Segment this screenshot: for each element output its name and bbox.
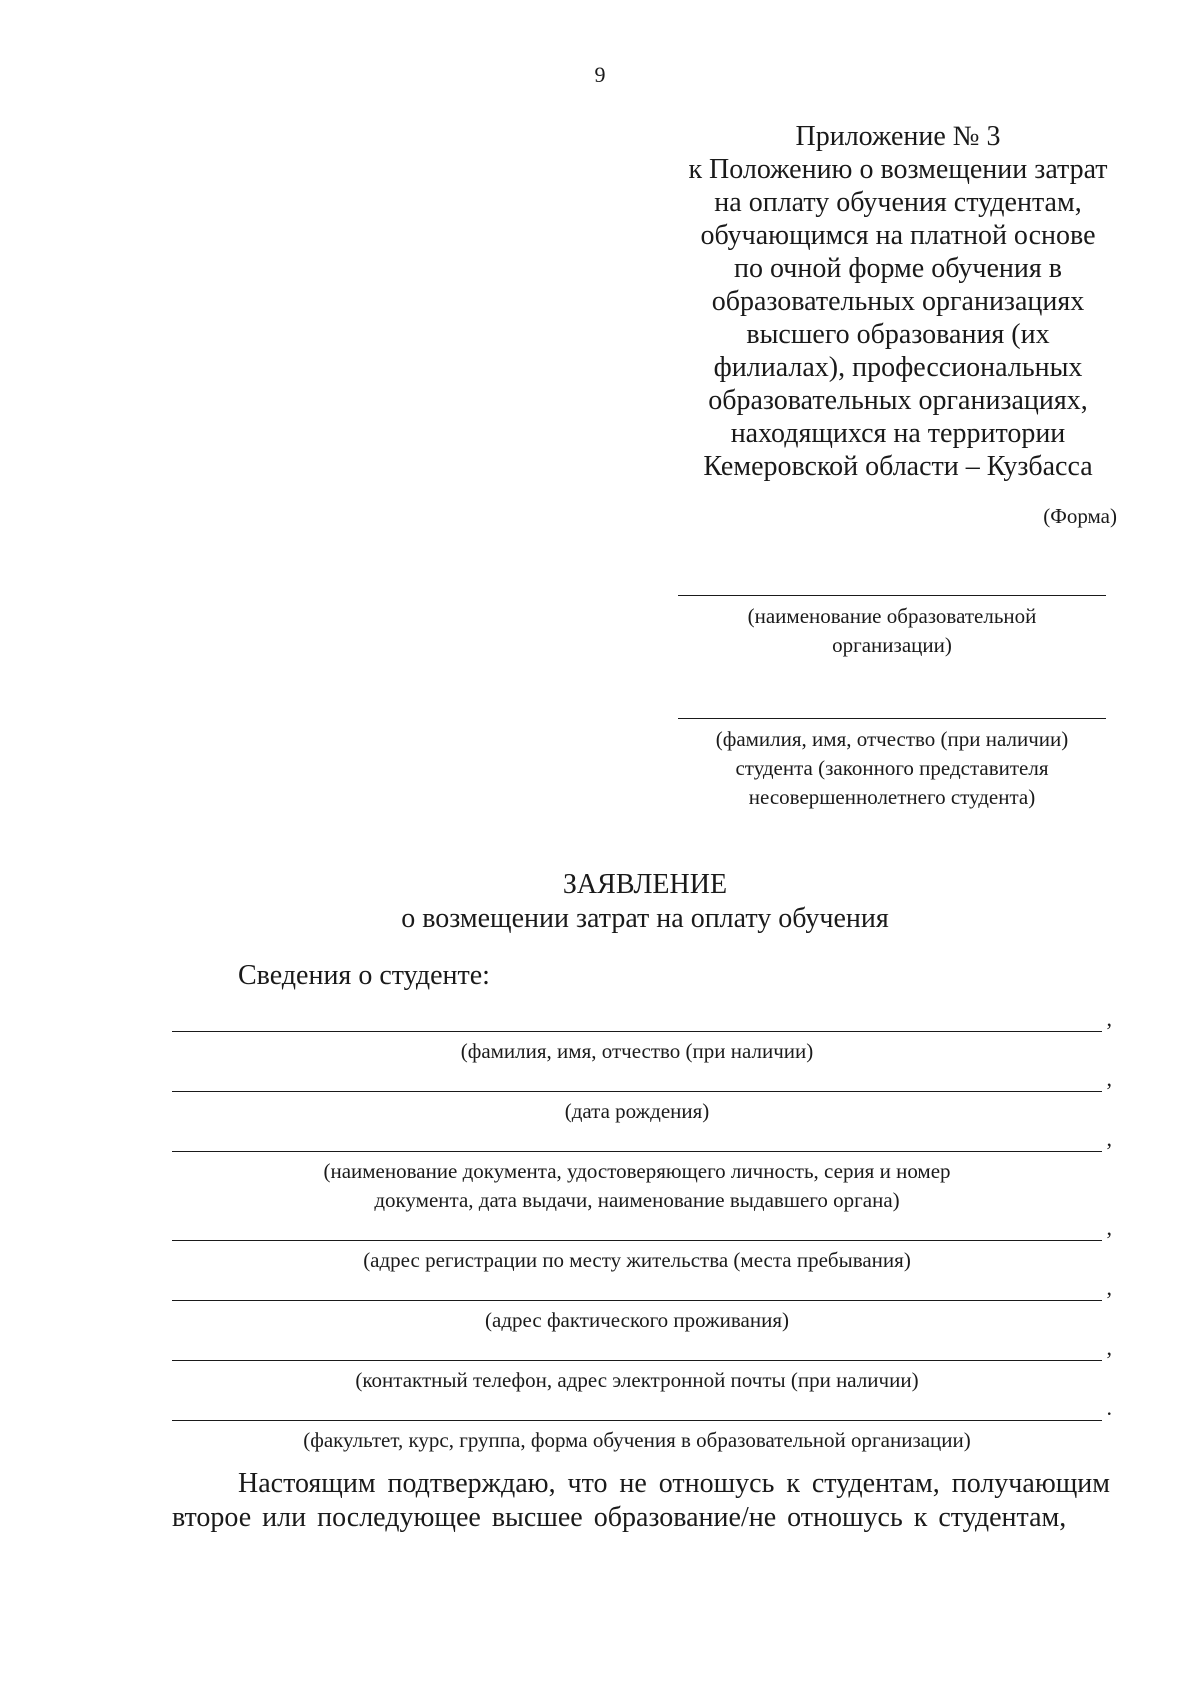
birth-date-blank-line[interactable]	[172, 1066, 1112, 1092]
student-caption-line: несовершеннолетнего студента)	[748, 785, 1036, 809]
appendix-line: образовательных организациях	[711, 286, 1085, 317]
form-mark: (Форма)	[1043, 504, 1117, 528]
registration-address-caption: (адрес регистрации по месту жительства (места пребывания)	[363, 1248, 911, 1272]
contact-field[interactable]	[172, 1335, 1112, 1395]
page-number: 9	[594, 62, 606, 87]
registration-address-blank-line[interactable]	[172, 1215, 1112, 1241]
actual-address-field[interactable]	[172, 1275, 1112, 1335]
faculty-blank-line[interactable]	[172, 1395, 1112, 1421]
identity-document-blank-line[interactable]	[172, 1126, 1112, 1152]
appendix-line: образовательных организациях,	[708, 385, 1088, 416]
field-punctuation: ,	[1106, 1275, 1112, 1300]
contact-blank-line[interactable]	[172, 1335, 1112, 1361]
faculty-field[interactable]	[172, 1395, 1112, 1455]
birth-date-field[interactable]	[172, 1066, 1112, 1126]
full-name-field[interactable]	[172, 1006, 1112, 1066]
appendix-line: филиалах), профессиональных	[713, 352, 1083, 383]
actual-address-caption: (адрес фактического проживания)	[485, 1308, 789, 1332]
field-punctuation: .	[1106, 1395, 1112, 1420]
appendix-line: высшего образования (их	[746, 319, 1050, 350]
full-name-blank-line[interactable]	[172, 1006, 1112, 1032]
faculty-caption: (факультет, курс, группа, форма обучения в образовательной организации)	[303, 1428, 971, 1452]
contact-caption: (контактный телефон, адрес электронной почты (при наличии)	[355, 1368, 919, 1392]
appendix-line: по очной форме обучения в	[734, 253, 1062, 284]
field-punctuation: ,	[1106, 1066, 1112, 1091]
field-punctuation: ,	[1106, 1215, 1112, 1240]
full-name-caption: (фамилия, имя, отчество (при наличии)	[460, 1039, 814, 1063]
appendix-line: к Положению о возмещении затрат	[688, 154, 1108, 185]
appendix-line: Кемеровской области – Кузбасса	[703, 451, 1093, 482]
student-caption-line: (фамилия, имя, отчество (при наличии)	[715, 727, 1069, 751]
birth-date-caption: (дата рождения)	[564, 1099, 710, 1123]
student-caption-line: студента (законного представителя	[735, 756, 1049, 780]
field-punctuation: ,	[1106, 1006, 1112, 1031]
appendix-line: находящихся на территории	[730, 418, 1066, 449]
identity-document-field[interactable]	[172, 1126, 1112, 1215]
organization-field[interactable]	[678, 595, 1106, 660]
title-main: ЗАЯВЛЕНИЕ	[562, 869, 728, 900]
field-punctuation: ,	[1106, 1126, 1112, 1151]
identity-document-caption: (наименование документа, удостоверяющего личность, серия и номер документа, дата выдачи, наименование выдавшего органа)	[323, 1159, 951, 1212]
student-name-blank-line[interactable]	[678, 718, 1106, 719]
appendix-line: Приложение № 3	[795, 121, 1001, 152]
title-subtitle: о возмещении затрат на оплату обучения	[401, 903, 889, 934]
appendix-line: обучающимся на платной основе	[700, 220, 1096, 251]
document-title	[0, 868, 1200, 936]
appendix-line: на оплату обучения студентам,	[714, 187, 1082, 218]
registration-address-field[interactable]	[172, 1215, 1112, 1275]
student-info-label: Сведения о студенте:	[238, 960, 490, 991]
organization-caption-line: организации)	[832, 633, 952, 657]
field-punctuation: ,	[1106, 1335, 1112, 1360]
organization-blank-line[interactable]	[678, 595, 1106, 596]
confirmation-paragraph: Настоящим подтверждаю, что не отношусь к студентам, получающим второе или последующее высшее образование/не отношусь к студентам,	[172, 1468, 1110, 1533]
organization-caption-line: (наименование образовательной	[747, 604, 1037, 628]
actual-address-blank-line[interactable]	[172, 1275, 1112, 1301]
student-name-field[interactable]	[678, 718, 1106, 812]
appendix-header	[668, 120, 1128, 483]
